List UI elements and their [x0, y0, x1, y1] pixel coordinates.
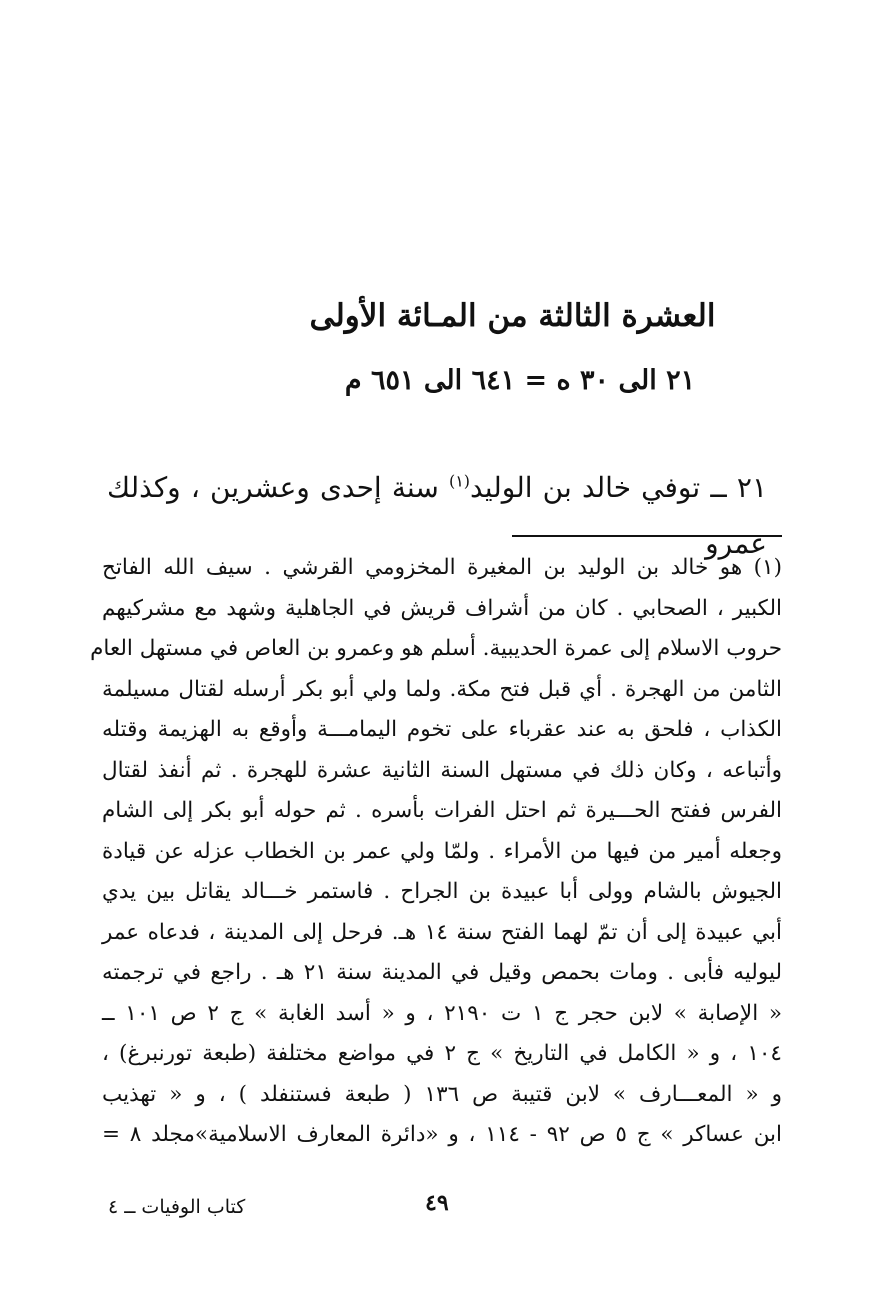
- footnote-line: (١) هو خالد بن الوليد بن المغيرة المخزومي القرشي . سيف الله الفاتح: [102, 555, 782, 580]
- footnote-line: الثامن من الهجرة . أي قبل فتح مكة. ولما ولي أبو بكر أرسله لقتال مسيلمة: [102, 676, 782, 702]
- footnote-marker: (١): [448, 471, 471, 491]
- footnote-line: الفرس ففتح الحـــيرة ثم احتل الفرات بأسره . ثم حوله أبو بكر إلى الشام: [102, 798, 782, 823]
- footnote-line: و « المعـــارف » لابن قتيبة ص ١٣٦ ( طبعة فستنفلد ) ، و « تهذيب: [102, 1081, 782, 1107]
- footnote-line: ابن عساكر » ج ٥ ص ٩٢ - ١١٤ ، و «دائرة المعارف الاسلامية»مجلد ٨ =: [102, 1122, 783, 1147]
- footnote-separator: [512, 535, 782, 537]
- section-title: العشرة الثالثة من المـائة الأولى: [309, 298, 716, 334]
- footnote-line: الجيوش بالشام وولى أبا عبيدة بن الجراح . فاستمر خـــالد يقاتل بين يدي: [102, 879, 782, 904]
- footnote-line: ليوليه فأبى . ومات بحمص وقيل في المدينة سنة ٢١ هـ . راجع في ترجمته: [102, 960, 782, 985]
- footnote-line: ١٠٤ ، و « الكامل في التاريخ » ج ٢ في مواضع مختلفة (طبعة تورنبرغ) ،: [102, 1041, 782, 1066]
- date-range: ٢١ الى ٣٠ ه = ٦٤١ الى ٦٥١ م: [344, 365, 696, 396]
- footnote-line: الكذاب ، فلحق به عند عقرباء على تخوم اليمامـــة وأوقع به الهزيمة وقتله: [102, 717, 782, 742]
- footnote-line: الكبير ، الصحابي . كان من أشراف قريش في الجاهلية وشهد مع مشركيهم: [102, 595, 782, 621]
- footnote-line: حروب الاسلام إلى عمرة الحديبية. أسلم هو وعمرو بن العاص في مستهل العام: [90, 636, 782, 661]
- running-footer-title: كتاب الوفيات ــ ٤: [108, 1196, 246, 1218]
- footnote-line: أبي عبيدة إلى أن تمّ لهما الفتح سنة ١٤ هـ. فرحل إلى المدينة ، فدعاه عمر: [102, 919, 782, 945]
- page-number: ٤٩: [425, 1190, 449, 1216]
- entry-text-continued: سنة إحدى وعشرين ، وكذلك عمرو: [107, 471, 767, 560]
- footnote-line: وأتباعه ، وكان ذلك في مستهل السنة الثانية عشرة للهجرة . ثم أنفذ لقتال: [102, 757, 782, 783]
- footnote: [90, 548, 783, 1156]
- footnote-line: وجعله أمير من فيها من الأمراء . ولمّا ولي عمر بن الخطاب عزله عن قيادة: [102, 838, 782, 864]
- entry-text: ٢١ ــ توفي خالد بن الوليد: [470, 471, 767, 504]
- footnote-line: « الإصابة » لابن حجر ج ١ ت ٢١٩٠ ، و « أسد الغابة » ج ٢ ص ١٠١ ــ: [102, 1000, 783, 1026]
